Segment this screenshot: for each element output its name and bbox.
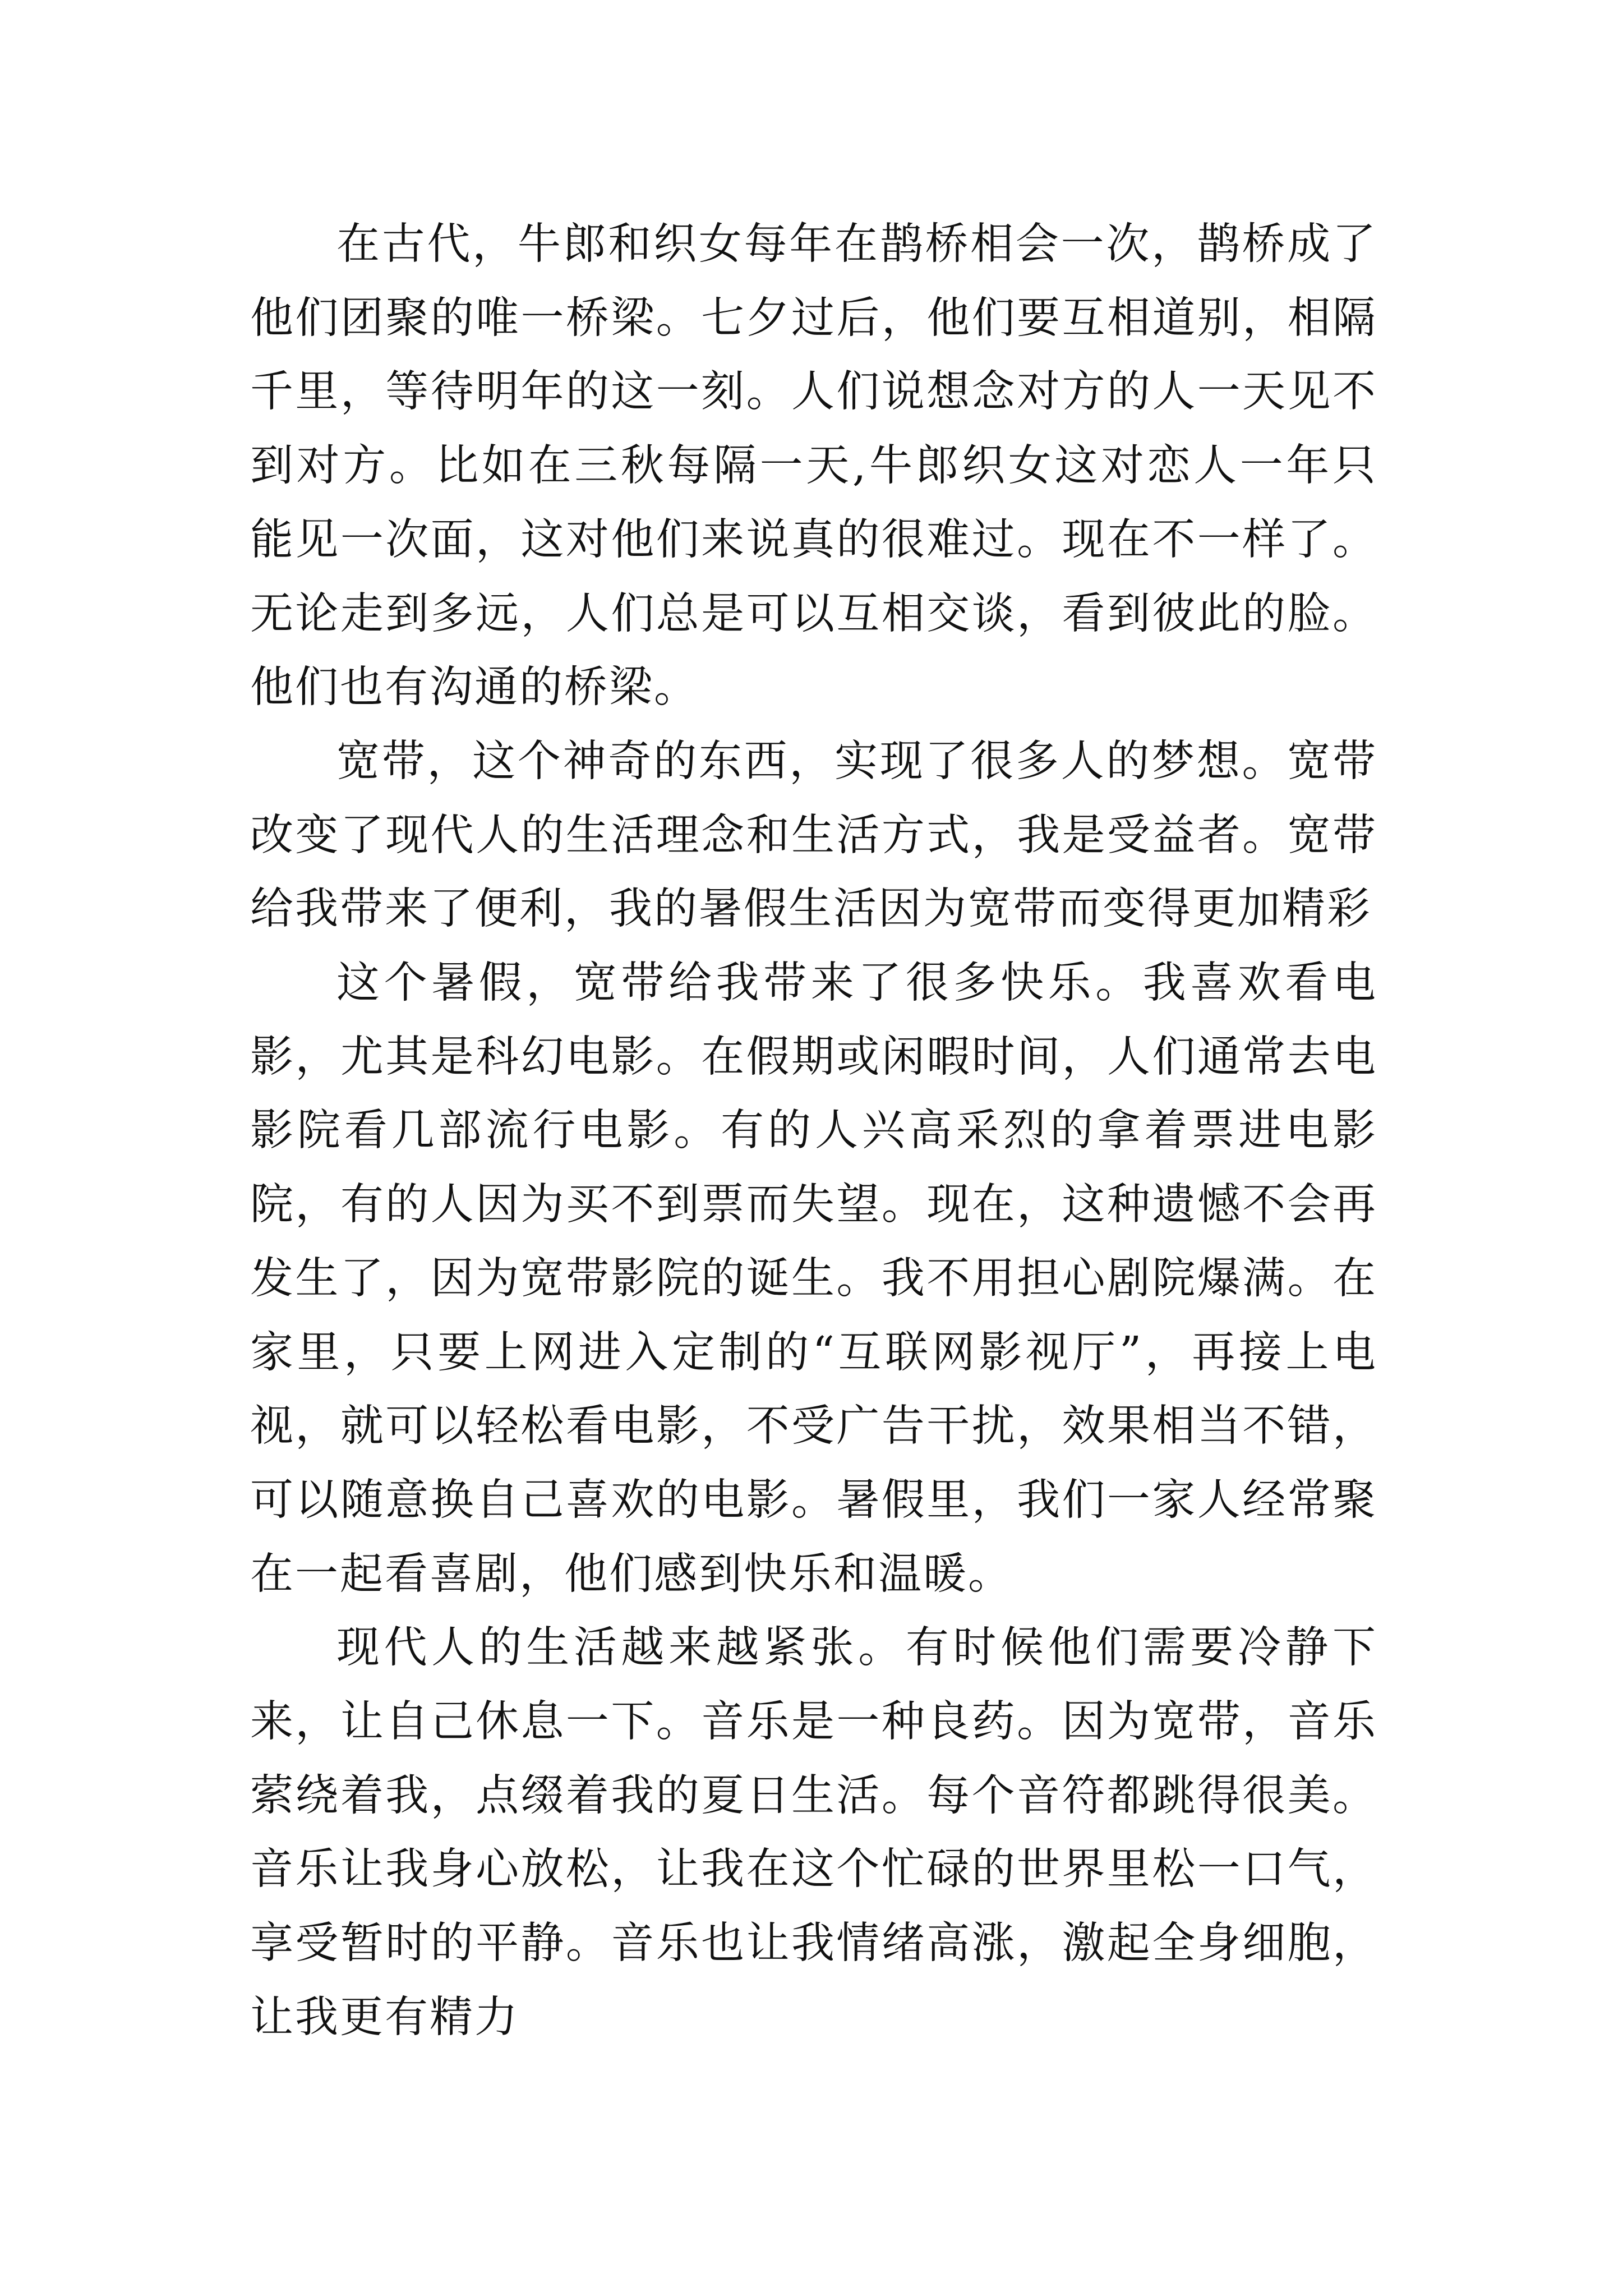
paragraph-2: 宽带，这个神奇的东西，实现了很多人的梦想。宽带改变了现代人的生活理念和生活方式，我是受益者。宽带给我带来了便利，我的暑假生活因为宽带而变得更加精彩 [250, 736, 1377, 935]
paragraph-4: 现代人的生活越来越紧张。有时候他们需要冷静下来，让自己休息一下。音乐是一种良药。因为宽带，音乐萦绕着我，点缀着我的夏日生活。每个音符都跳得很美。音乐让我身心放松，让我在这个忙碌的世界里松一口气，享受暂时的平静。音乐也让我情绪高涨，激起全身细胞，让我更有精力 [250, 1623, 1377, 2042]
essay-body [250, 208, 1377, 2055]
paragraph-3: 这个暑假，宽带给我带来了很多快乐。我喜欢看电影，尤其是科幻电影。在假期或闲暇时间，人们通常去电影院看几部流行电影。有的人兴高采烈的拿着票进电影院，有的人因为买不到票而失望。现在，这种遗憾不会再发生了，因为宽带影院的诞生。我不用担心剧院爆满。在家里，只要上网进入定制的“互联网影视厅”，再接上电视，就可以轻松看电影，不受广告干扰，效果相当不错，可以随意换自己喜欢的电影。暑假里，我们一家人经常聚在一起看喜剧，他们感到快乐和温暖。 [250, 958, 1377, 1599]
paragraph-1: 在古代，牛郎和织女每年在鹊桥相会一次，鹊桥成了他们团聚的唯一桥梁。七夕过后，他们要互相道别，相隔千里，等待明年的这一刻。人们说想念对方的人一天见不到对方。比如在三秋每隔一天,牛郎织女这对恋人一年只能见一次面，这对他们来说真的很难过。现在不一样了。无论走到多远，人们总是可以互相交谈，看到彼此的脸。他们也有沟通的桥梁。 [250, 219, 1377, 713]
